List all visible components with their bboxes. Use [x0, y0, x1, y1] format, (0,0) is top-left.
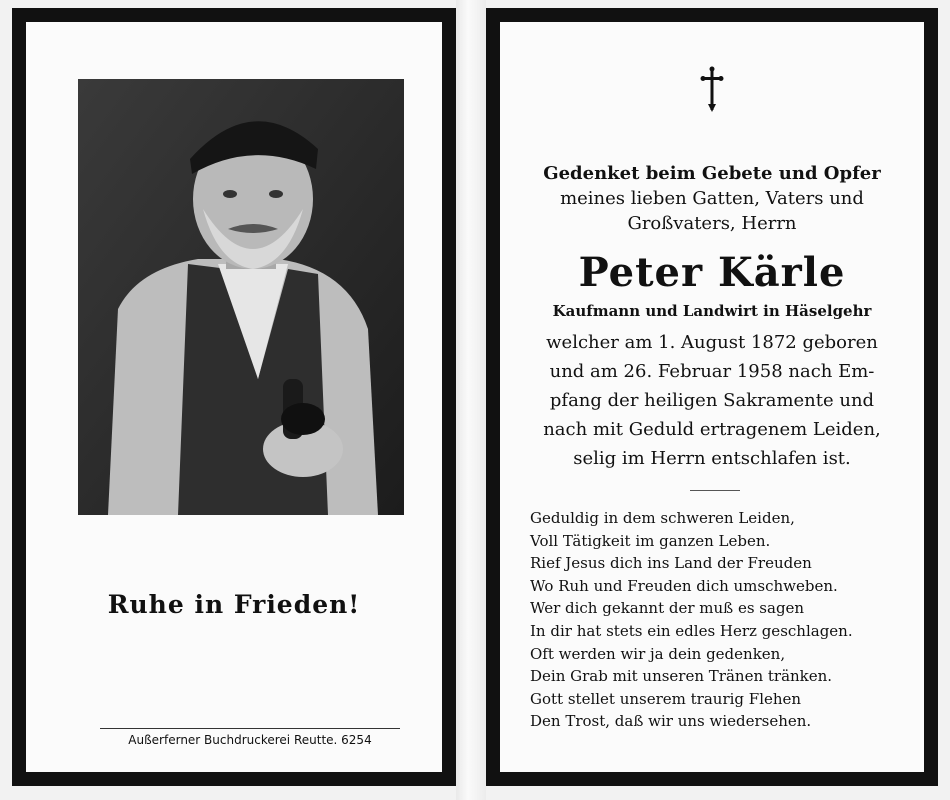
- section-rule: [690, 490, 740, 491]
- imprint-rule: [100, 728, 400, 729]
- poem-line: Wo Ruh und Freuden dich umschweben.: [530, 576, 838, 595]
- left-card-paper: [26, 22, 442, 772]
- poem-line: Oft werden wir ja dein gedenken,: [530, 644, 786, 663]
- occupation: Kaufmann und Landwirt in Häselgehr: [552, 302, 872, 320]
- memorial-poem: [530, 507, 853, 733]
- intro-line-2: meines lieben Gatten, Vaters und: [560, 188, 864, 209]
- poem-line: In dir hat stets ein edles Herz geschlagen.: [530, 621, 853, 640]
- bio-line: nach mit Geduld ertragenem Leiden,: [543, 419, 881, 440]
- poem-line: Voll Tätigkeit im ganzen Leben.: [530, 531, 771, 550]
- cross-icon: [700, 66, 724, 112]
- poem-line: Wer dich gekannt der muß es sagen: [530, 599, 805, 618]
- intro-line-1: Gedenket beim Gebete und Opfer: [543, 163, 881, 184]
- closing-phrase: Ruhe in Frieden!: [107, 590, 361, 619]
- printer-imprint: Außerferner Buchdruckerei Reutte. 6254: [128, 733, 372, 747]
- card-fold: [456, 0, 486, 800]
- poem-line: Den Trost, daß wir uns wiedersehen.: [530, 712, 812, 731]
- biography: [500, 328, 924, 473]
- left-card: [12, 8, 456, 786]
- portrait-photo: [78, 79, 404, 515]
- bio-line: selig im Herrn entschlafen ist.: [573, 448, 851, 469]
- poem-line: Dein Grab mit unseren Tränen tränken.: [530, 667, 833, 686]
- poem-line: Geduldig in dem schweren Leiden,: [530, 509, 795, 527]
- bio-line: und am 26. Februar 1958 nach Em-: [549, 361, 875, 382]
- right-card-paper: [500, 22, 924, 772]
- bio-line: pfang der heiligen Sakramente und: [549, 390, 875, 411]
- deceased-name: Peter Kärle: [578, 249, 846, 296]
- bio-line: welcher am 1. August 1872 geboren: [546, 332, 878, 353]
- intro-line-3: Großvaters, Herrn: [627, 213, 797, 234]
- poem-line: Rief Jesus dich ins Land der Freuden: [530, 554, 812, 573]
- right-card: [486, 8, 938, 786]
- poem-line: Gott stellet unserem traurig Flehen: [530, 689, 802, 708]
